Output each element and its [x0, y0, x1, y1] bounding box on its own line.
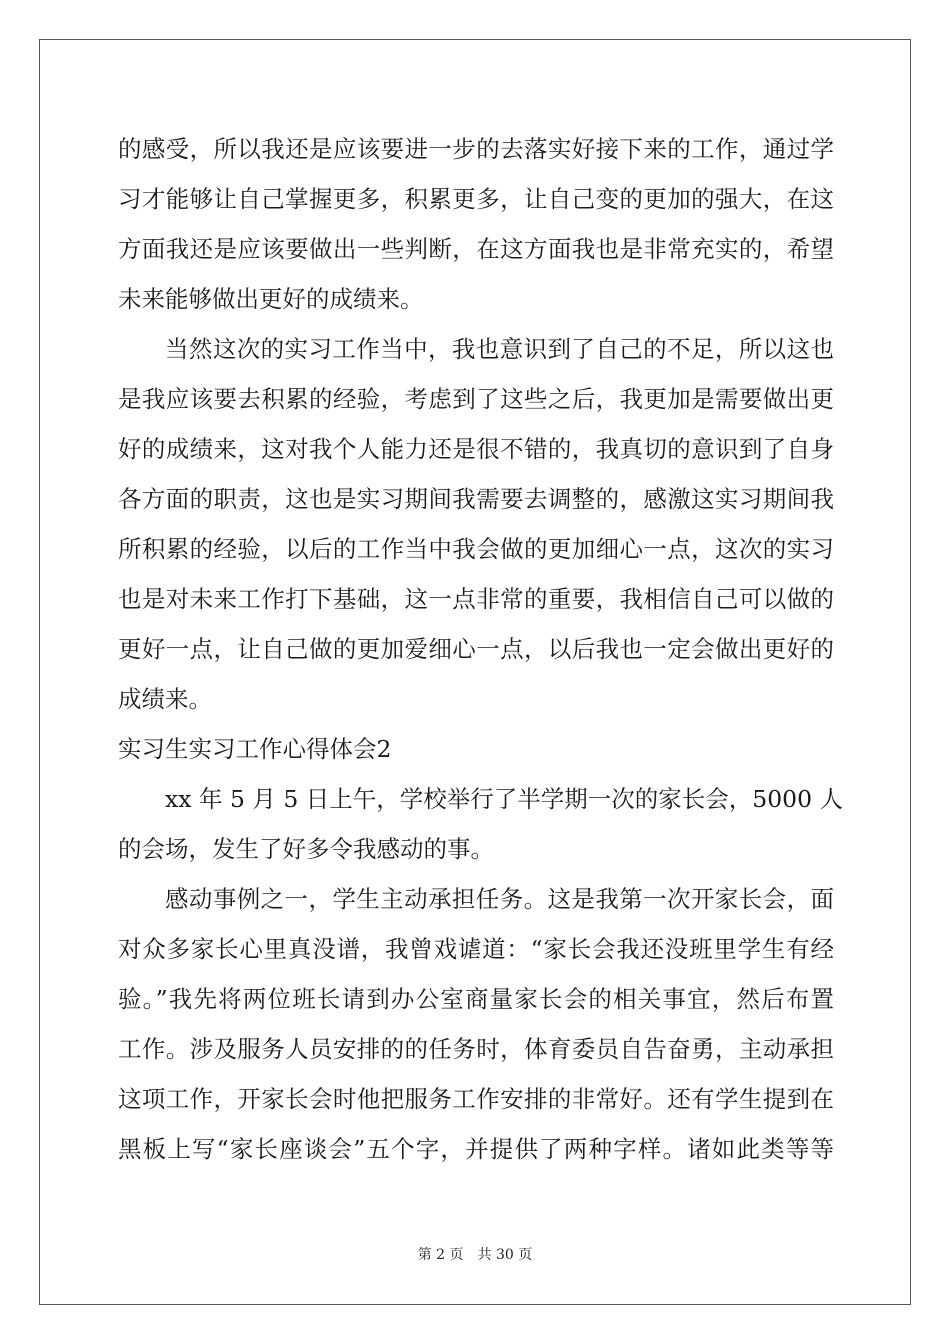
paragraph-start-line: 当然这次的实习工作当中，我也意识到了自己的不足，所以这也 [165, 335, 834, 363]
paragraph-start-line: 感动事例之一，学生主动承担任务。这是我第一次开家长会，面 [165, 885, 834, 913]
text-line: 成绩来。 [118, 685, 212, 713]
text-line: 所积累的经验，以后的工作当中我会做的更加细心一点，这次的实习 [118, 535, 834, 563]
paragraph-start-line: xx 年 5 月 5 日上午，学校举行了半学期一次的家长会，5000 人 [165, 785, 844, 813]
text-line: 这项工作，开家长会时他把服务工作安排的非常好。还有学生提到在 [118, 1085, 834, 1113]
text-line: 也是对未来工作打下基础，这一点非常的重要，我相信自己可以做的 [118, 585, 834, 613]
text-line: 习才能够让自己掌握更多，积累更多，让自己变的更加的强大，在这 [118, 185, 834, 213]
text-line: 的会场，发生了好多令我感动的事。 [118, 835, 494, 863]
section-heading: 实习生实习工作心得体会2 [118, 735, 392, 763]
text-line: 更好一点，让自己做的更加爱细心一点，以后我也一定会做出更好的 [118, 635, 834, 663]
page-number: 第 2 页 [417, 1247, 464, 1263]
text-line: 的感受，所以我还是应该要进一步的去落实好接下来的工作，通过学 [118, 135, 834, 163]
text-line: 对众多家长心里真没谱，我曾戏谑道：“家长会我还没班里学生有经 [118, 935, 834, 963]
text-line: 验。”我先将两位班长请到办公室商量家长会的相关事宜，然后布置 [118, 985, 834, 1013]
page-footer [0, 1244, 950, 1264]
text-line: 各方面的职责，这也是实习期间我需要去调整的，感激这实习期间我 [118, 485, 834, 513]
text-line: 方面我还是应该要做出一些判断，在这方面我也是非常充实的，希望 [118, 235, 834, 263]
text-line: 未来能够做出更好的成绩来。 [118, 285, 424, 313]
text-line: 好的成绩来，这对我个人能力还是很不错的，我真切的意识到了自身 [118, 435, 834, 463]
text-line: 是我应该要去积累的经验，考虑到了这些之后，我更加是需要做出更 [118, 385, 834, 413]
document-body [118, 124, 844, 1174]
text-line: 黑板上写“家长座谈会”五个字，并提供了两种字样。诸如此类等等 [118, 1135, 834, 1163]
text-line: 工作。涉及服务人员安排的的任务时，体育委员自告奋勇，主动承担 [118, 1035, 834, 1063]
page-total: 共 30 页 [477, 1247, 533, 1263]
